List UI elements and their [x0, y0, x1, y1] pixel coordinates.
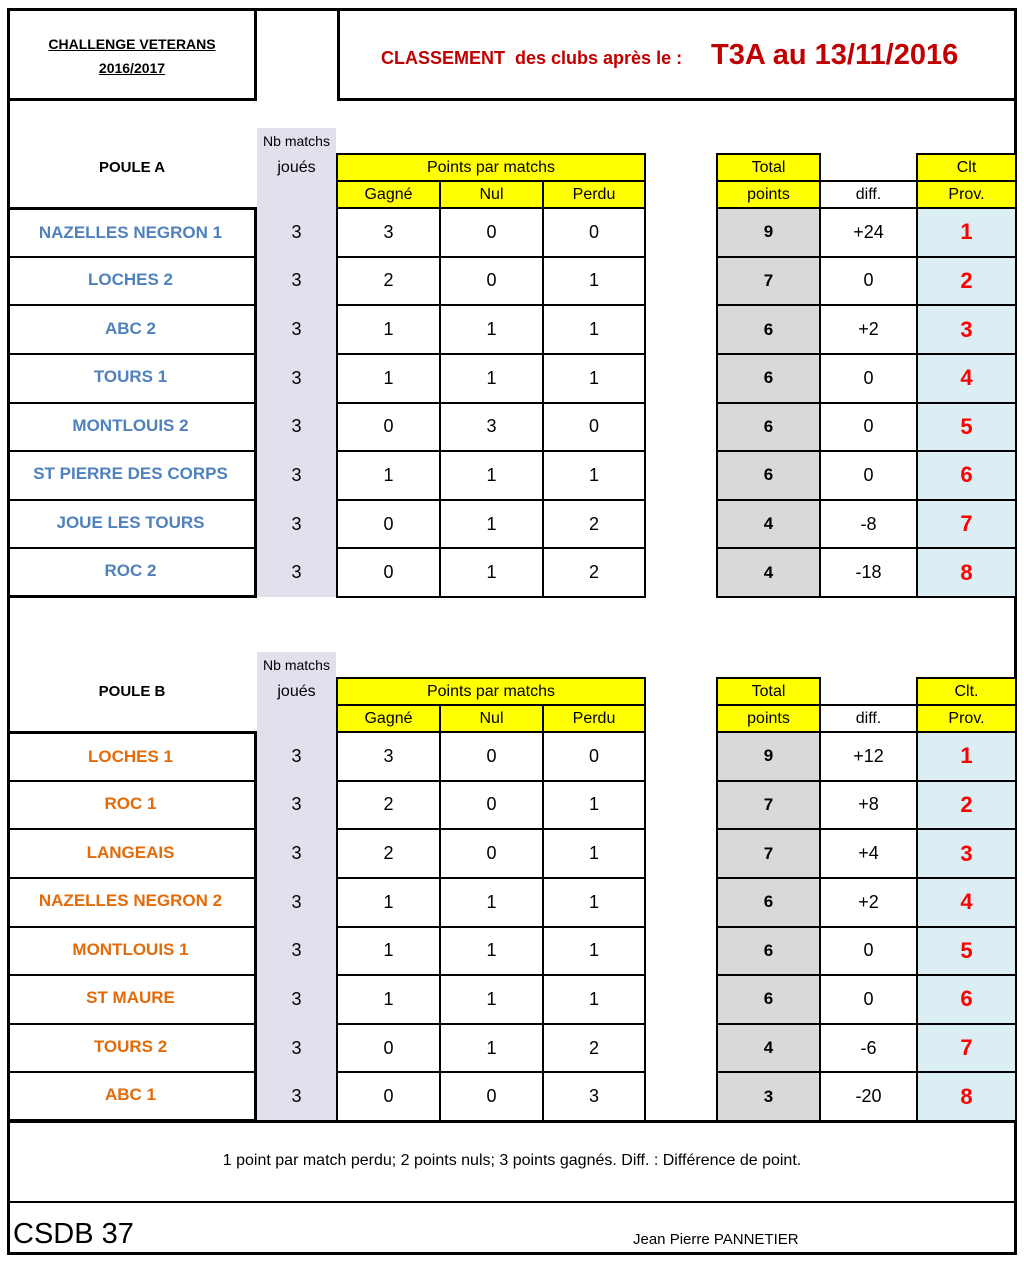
poule-b-perdu-header: Perdu: [542, 704, 646, 733]
perdu-value: 0: [542, 207, 646, 258]
poule-b-nul-header: Nul: [439, 704, 544, 733]
diff-value: +24: [819, 207, 918, 258]
table-row: [0, 256, 1024, 307]
classement-value: 2: [916, 780, 1017, 831]
poule-b-title: POULE B: [98, 683, 166, 700]
nul-value: 0: [439, 731, 544, 782]
table-row: [0, 353, 1024, 404]
team-name: TOURS 2: [7, 1023, 257, 1074]
total-points-value: 3: [716, 1071, 821, 1122]
nul-value: 0: [439, 780, 544, 831]
diff-value: 0: [819, 256, 918, 307]
legend-text: 1 point par match perdu; 2 points nuls; 3 points gagnés. Diff. : Différence de point.: [222, 1152, 802, 1169]
diff-value: +2: [819, 877, 918, 928]
poule-b-prov-header: Prov.: [916, 704, 1017, 733]
nul-value: 1: [439, 450, 544, 501]
poule-a-gagne-header: Gagné: [336, 180, 441, 209]
author-name: Jean Pierre PANNETIER: [633, 1231, 799, 1248]
nul-value: 1: [439, 926, 544, 977]
table-row: [0, 207, 1024, 258]
table-row: [0, 1071, 1024, 1122]
matchs-joues-value: 3: [291, 367, 302, 388]
perdu-value: 1: [542, 256, 646, 307]
diff-value: +4: [819, 828, 918, 879]
classement-value: 8: [916, 1071, 1017, 1122]
gagne-value: 3: [336, 731, 441, 782]
table-row: [0, 926, 1024, 977]
poule-b-points-par-matchs-header: Points par matchs: [336, 677, 646, 706]
challenge-season: 2016/2017: [98, 60, 166, 76]
gagne-value: 1: [336, 304, 441, 355]
poule-a-points-par-matchs-header: Points par matchs: [336, 153, 646, 182]
total-points-value: 9: [716, 207, 821, 258]
table-row: [0, 974, 1024, 1025]
team-name: LOCHES 2: [7, 256, 257, 307]
matchs-joues-value: 3: [291, 464, 302, 485]
perdu-value: 1: [542, 353, 646, 404]
gagne-value: 1: [336, 353, 441, 404]
matchs-joues-value: 3: [291, 1037, 302, 1058]
table-row: [0, 402, 1024, 453]
classement-value: 3: [916, 304, 1017, 355]
matchs-joues-value: 3: [291, 891, 302, 912]
team-name: MONTLOUIS 2: [7, 402, 257, 453]
perdu-value: 3: [542, 1071, 646, 1122]
diff-value: 0: [819, 974, 918, 1025]
matchs-joues-value: 3: [291, 843, 302, 864]
gagne-value: 1: [336, 926, 441, 977]
classement-value: 5: [916, 926, 1017, 977]
gagne-value: 2: [336, 256, 441, 307]
team-name: ROC 2: [7, 547, 257, 598]
classement-value: 1: [916, 731, 1017, 782]
nul-value: 1: [439, 353, 544, 404]
table-row: [0, 731, 1024, 782]
team-name: TOURS 1: [7, 353, 257, 404]
matchs-joues-value: 3: [291, 221, 302, 242]
nul-value: 0: [439, 256, 544, 307]
nul-value: 1: [439, 974, 544, 1025]
poule-a-nb-matchs-label: Nb matchs: [263, 133, 330, 149]
gagne-value: 0: [336, 402, 441, 453]
perdu-value: 1: [542, 974, 646, 1025]
perdu-value: 1: [542, 780, 646, 831]
matchs-joues-value: 3: [291, 988, 302, 1009]
classement-label: CLASSEMENT des clubs après le :: [381, 48, 683, 68]
table-row: [0, 877, 1024, 928]
classement-value: 6: [916, 450, 1017, 501]
poule-a-perdu-header: Perdu: [542, 180, 646, 209]
gagne-value: 0: [336, 499, 441, 550]
team-name: MONTLOUIS 1: [7, 926, 257, 977]
diff-value: +8: [819, 780, 918, 831]
gagne-value: 0: [336, 547, 441, 598]
diff-value: -6: [819, 1023, 918, 1074]
poule-a-diff-header: diff.: [819, 180, 918, 209]
perdu-value: 2: [542, 499, 646, 550]
team-name: ABC 1: [7, 1071, 257, 1122]
nul-value: 0: [439, 207, 544, 258]
nul-value: 1: [439, 547, 544, 598]
team-name: ST PIERRE DES CORPS: [7, 450, 257, 501]
perdu-value: 1: [542, 450, 646, 501]
classement-value: 6: [916, 974, 1017, 1025]
total-points-value: 6: [716, 450, 821, 501]
poule-b-total-header: Total: [716, 677, 821, 706]
perdu-value: 0: [542, 731, 646, 782]
table-row: [0, 780, 1024, 831]
classement-value: 1: [916, 207, 1017, 258]
nul-value: 3: [439, 402, 544, 453]
diff-value: +2: [819, 304, 918, 355]
gagne-value: 2: [336, 780, 441, 831]
gagne-value: 1: [336, 450, 441, 501]
poule-a-prov-header: Prov.: [916, 180, 1017, 209]
team-name: NAZELLES NEGRON 1: [7, 207, 257, 258]
total-points-value: 4: [716, 547, 821, 598]
matchs-joues-value: 3: [291, 745, 302, 766]
poule-a-clt-header: Clt: [916, 153, 1017, 182]
classement-value: 7: [916, 1023, 1017, 1074]
poule-b-nb-matchs-label: Nb matchs: [263, 657, 330, 673]
diff-value: -8: [819, 499, 918, 550]
diff-value: 0: [819, 450, 918, 501]
gagne-value: 1: [336, 974, 441, 1025]
poule-b-diff-header: diff.: [819, 704, 918, 733]
total-points-value: 9: [716, 731, 821, 782]
classement-value: 8: [916, 547, 1017, 598]
poule-b-joues-label: joués: [277, 683, 316, 700]
classement-value: 4: [916, 353, 1017, 404]
total-points-value: 6: [716, 926, 821, 977]
team-name: JOUE LES TOURS: [7, 499, 257, 550]
poule-a-points-header: points: [716, 180, 821, 209]
gagne-value: 0: [336, 1071, 441, 1122]
gagne-value: 0: [336, 1023, 441, 1074]
table-row: [0, 304, 1024, 355]
poule-b-gagne-header: Gagné: [336, 704, 441, 733]
footer-divider: [7, 1201, 1017, 1203]
table-row: [0, 499, 1024, 550]
team-name: LOCHES 1: [7, 731, 257, 782]
matchs-joues-value: 3: [291, 270, 302, 291]
classement-date: T3A au 13/11/2016: [711, 39, 959, 71]
total-points-value: 6: [716, 353, 821, 404]
poule-b-clt-header: Clt.: [916, 677, 1017, 706]
total-points-value: 7: [716, 780, 821, 831]
total-points-value: 4: [716, 1023, 821, 1074]
diff-value: 0: [819, 353, 918, 404]
classement-value: 2: [916, 256, 1017, 307]
nul-value: 1: [439, 877, 544, 928]
perdu-value: 1: [542, 304, 646, 355]
poule-a-joues-label: joués: [277, 159, 316, 176]
nul-value: 1: [439, 1023, 544, 1074]
team-name: ROC 1: [7, 780, 257, 831]
diff-value: +12: [819, 731, 918, 782]
diff-value: 0: [819, 926, 918, 977]
diff-value: 0: [819, 402, 918, 453]
matchs-joues-value: 3: [291, 562, 302, 583]
total-points-value: 6: [716, 402, 821, 453]
total-points-value: 7: [716, 828, 821, 879]
total-points-value: 6: [716, 304, 821, 355]
gagne-value: 2: [336, 828, 441, 879]
matchs-joues-value: 3: [291, 319, 302, 340]
matchs-joues-value: 3: [291, 1086, 302, 1107]
nul-value: 1: [439, 499, 544, 550]
poule-a-nul-header: Nul: [439, 180, 544, 209]
classement-value: 5: [916, 402, 1017, 453]
team-name: ABC 2: [7, 304, 257, 355]
organization-name: CSDB 37: [13, 1218, 134, 1250]
challenge-title: CHALLENGE VETERANS: [48, 36, 216, 52]
team-name: NAZELLES NEGRON 2: [7, 877, 257, 928]
matchs-joues-value: 3: [291, 513, 302, 534]
table-row: [0, 1023, 1024, 1074]
classement-value: 3: [916, 828, 1017, 879]
nul-value: 1: [439, 304, 544, 355]
footer-top-divider: [7, 1120, 1017, 1123]
gagne-value: 1: [336, 877, 441, 928]
team-name: ST MAURE: [7, 974, 257, 1025]
diff-value: -18: [819, 547, 918, 598]
perdu-value: 0: [542, 402, 646, 453]
table-row: [0, 828, 1024, 879]
poule-b-points-header: points: [716, 704, 821, 733]
matchs-joues-value: 3: [291, 940, 302, 961]
nul-value: 0: [439, 828, 544, 879]
diff-value: -20: [819, 1071, 918, 1122]
poule-a-total-header: Total: [716, 153, 821, 182]
poule-a-title: POULE A: [98, 159, 166, 176]
perdu-value: 1: [542, 828, 646, 879]
team-name: LANGEAIS: [7, 828, 257, 879]
table-row: [0, 547, 1024, 598]
classement-value: 7: [916, 499, 1017, 550]
total-points-value: 6: [716, 877, 821, 928]
perdu-value: 1: [542, 877, 646, 928]
perdu-value: 2: [542, 547, 646, 598]
perdu-value: 2: [542, 1023, 646, 1074]
challenge-box: [7, 8, 257, 101]
nul-value: 0: [439, 1071, 544, 1122]
table-row: [0, 450, 1024, 501]
classement-value: 4: [916, 877, 1017, 928]
gagne-value: 3: [336, 207, 441, 258]
matchs-joues-value: 3: [291, 416, 302, 437]
total-points-value: 6: [716, 974, 821, 1025]
total-points-value: 4: [716, 499, 821, 550]
perdu-value: 1: [542, 926, 646, 977]
total-points-value: 7: [716, 256, 821, 307]
matchs-joues-value: 3: [291, 794, 302, 815]
